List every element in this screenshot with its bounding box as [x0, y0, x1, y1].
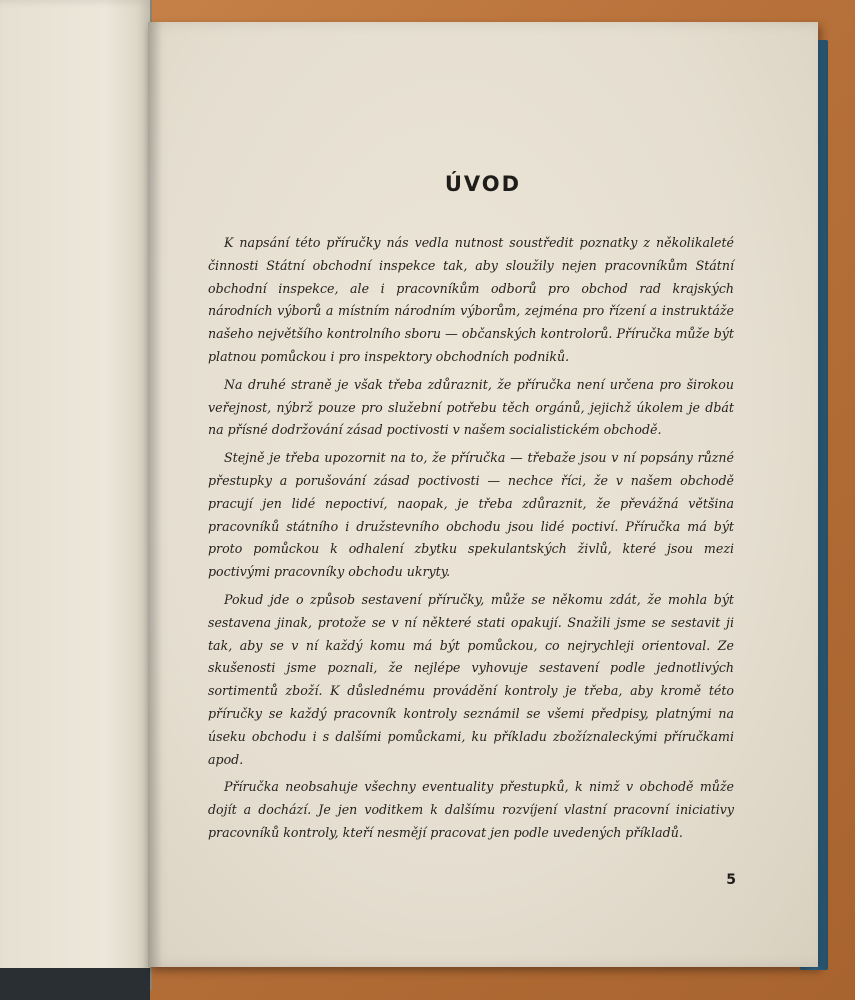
- page-title: ÚVOD: [444, 172, 522, 196]
- body-text: [208, 232, 734, 850]
- page-number: 5: [726, 872, 736, 888]
- paragraph-3: Stejně je třeba upozornit na to, že příručka — třebaže jsou v ní popsány různé přestupky a porušování zásad poctivosti — nechce říci, že v našem obchodě pracují jen lidé nepoctiví, naopak, je třeba zdůraznit, že převážná většina pracovníků státního i družstevního obchodu jsou lidé poctiví. Příručka má být proto pomůckou k odhalení zbytku spekulantských živlů, které jsou mezi poctivými pracovníky obchodu ukryty.: [208, 450, 734, 580]
- paragraph-2: Na druhé straně je však třeba zdůraznit, že příručka není určena pro širokou veřejnost, nýbrž pouze pro služební potřebu těch orgánů, jejichž úkolem je dbát na přísné dodržování zásad poctivosti v našem socialistickém obchodě.: [208, 376, 734, 438]
- document-page: [148, 22, 818, 967]
- left-page: [0, 0, 152, 990]
- binding-shadow: [148, 22, 162, 967]
- book-cover-bottom: [0, 968, 150, 1000]
- paragraph-4: Pokud jde o způsob sestavení příručky, může se někomu zdát, že mohla být sestavena jinak, protože se v ní některé stati opakují. Snažili jsme se sestavit ji tak, aby se v ní každý komu má být pomůckou, co nejrychleji orientoval. Ze skušenosti jsme poznali, že nejlépe vyhovuje sestavení podle jednotlivých sortimentů zboží. K důslednému provádění kontroly je třeba, aby kromě této příručky se každý pracovník kontroly seznámil se všemi předpisy, platnými na úseku obchodu i s dalšími pomůckami, ku příkladu zbožíznaleckými příručkami apod.: [208, 591, 734, 767]
- paragraph-5: Příručka neobsahuje všechny eventuality přestupků, k nimž v obchodě může dojít a dochází. Je jen voditkem k dalšímu rozvíjení vlastní pracovní iniciativy pracovníků kontroly, kteří nesmějí pracovat jen podle uvedených příkladů.: [208, 779, 734, 840]
- paragraph-1: K napsání této příručky nás vedla nutnost soustředit poznatky z několikaleté činnosti Státní obchodní inspekce tak, aby sloužily nejen pracovníkům Státní obchodní inspekce, ale i pracovníkům odborů pro obchod rad krajských národních výborů a místním národním výborům, zejména pro řízení a instruktáže našeho největšího kontrolního sboru — občanských kontrolorů. Příručka může být platnou pomůckou i pro inspektory obchodních podniků.: [208, 235, 734, 364]
